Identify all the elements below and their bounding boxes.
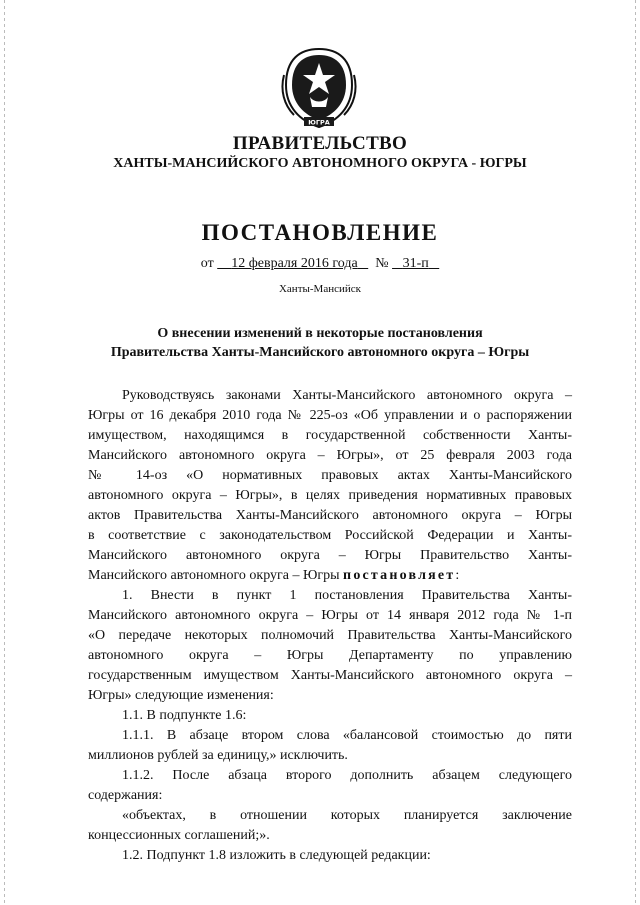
item-1-1-paragraph	[88, 706, 572, 726]
text-line: 1.1.2. После абзаца второго дополнить абзацем следующего	[122, 768, 572, 783]
text-line: в соответствие с законодательством Российской Федерации и Ханты-	[88, 528, 572, 543]
text-line: автономного округа – Югры», в целях приведения нормативных правовых	[88, 488, 572, 503]
text-line: 1.2. Подпункт 1.8 изложить в следующей редакции:	[122, 848, 431, 863]
item-1-paragraph	[88, 586, 572, 706]
document-type-heading: ПОСТАНОВЛЕНИЕ	[201, 220, 439, 245]
subject-heading-line2: Правительства Ханты-Мансийского автономного округа – Югры	[110, 345, 530, 360]
text-line: Югры от 16 декабря 2010 года № 225-оз «Об управлении и о распоряжении	[88, 408, 572, 423]
text-line: Югры» следующие изменения:	[88, 688, 274, 703]
text-line: Мансийского автономного округа – Югры Правительство Ханты-	[88, 548, 572, 563]
svg-text:ЮГРА: ЮГРА	[308, 118, 330, 127]
text-line: Руководствуясь законами Ханты-Мансийского автономного округа –	[122, 388, 572, 403]
government-subtitle: ХАНТЫ-МАНСИЙСКОГО АВТОНОМНОГО ОКРУГА - ЮГРЫ	[113, 156, 527, 171]
date-number-line	[0, 256, 640, 272]
date-prefix: от	[200, 256, 214, 271]
text-line: «объектах, в отношении которых планируется заключение	[122, 808, 572, 823]
text-line: Мансийского автономного округа – Югры постановляет:	[88, 568, 460, 583]
text-line: имуществом, находящимся в государственной собственности Ханты-	[88, 428, 572, 443]
text-line: концессионных соглашений;».	[88, 828, 270, 843]
city-name: Ханты-Мансийск	[278, 283, 361, 295]
text-line: 1.1. В подпункте 1.6:	[122, 708, 247, 723]
resolves-word: постановляет	[343, 568, 456, 583]
item-1-1-1-paragraph	[88, 726, 572, 766]
text-line: Мансийского автономного округа – Югры от 14 января 2012 года № 1-п	[88, 608, 572, 623]
text-line: автономного округа – Югры Департаменту по управлению	[88, 648, 572, 663]
text-line: актов Правительства Ханты-Мансийского автономного округа – Югры	[88, 508, 572, 523]
coat-of-arms-emblem-icon	[280, 45, 358, 131]
number-sign: №	[375, 256, 389, 271]
text-line: № 14-оз «О нормативных правовых актах Ханты-Мансийского	[88, 468, 572, 483]
item-1-1-2-paragraph	[88, 766, 572, 846]
document-number: 31-п	[402, 256, 429, 271]
document-date: 12 февраля 2016 года	[231, 256, 358, 271]
text-line: Мансийского автономного округа – Югры», от 25 февраля 2003 года	[88, 448, 572, 463]
government-title: ПРАВИТЕЛЬСТВО	[232, 133, 408, 154]
text-line: миллионов рублей за единицу,» исключить.	[88, 748, 348, 763]
text-line: 1.1.1. В абзаце втором слова «балансовой стоимостью до пяти	[122, 728, 572, 743]
text-line: государственным имуществом Ханты-Мансийского автономного округа –	[88, 668, 572, 683]
preamble-paragraph	[88, 386, 572, 586]
subject-heading-line1: О внесении изменений в некоторые постановления	[157, 326, 483, 341]
text-line: 1. Внести в пункт 1 постановления Правительства Ханты-	[122, 588, 572, 603]
text-line: «О передаче некоторых полномочий Правительства Ханты-Мансийского	[88, 628, 572, 643]
text-line: содержания:	[88, 788, 163, 803]
item-1-2-paragraph	[88, 846, 572, 866]
